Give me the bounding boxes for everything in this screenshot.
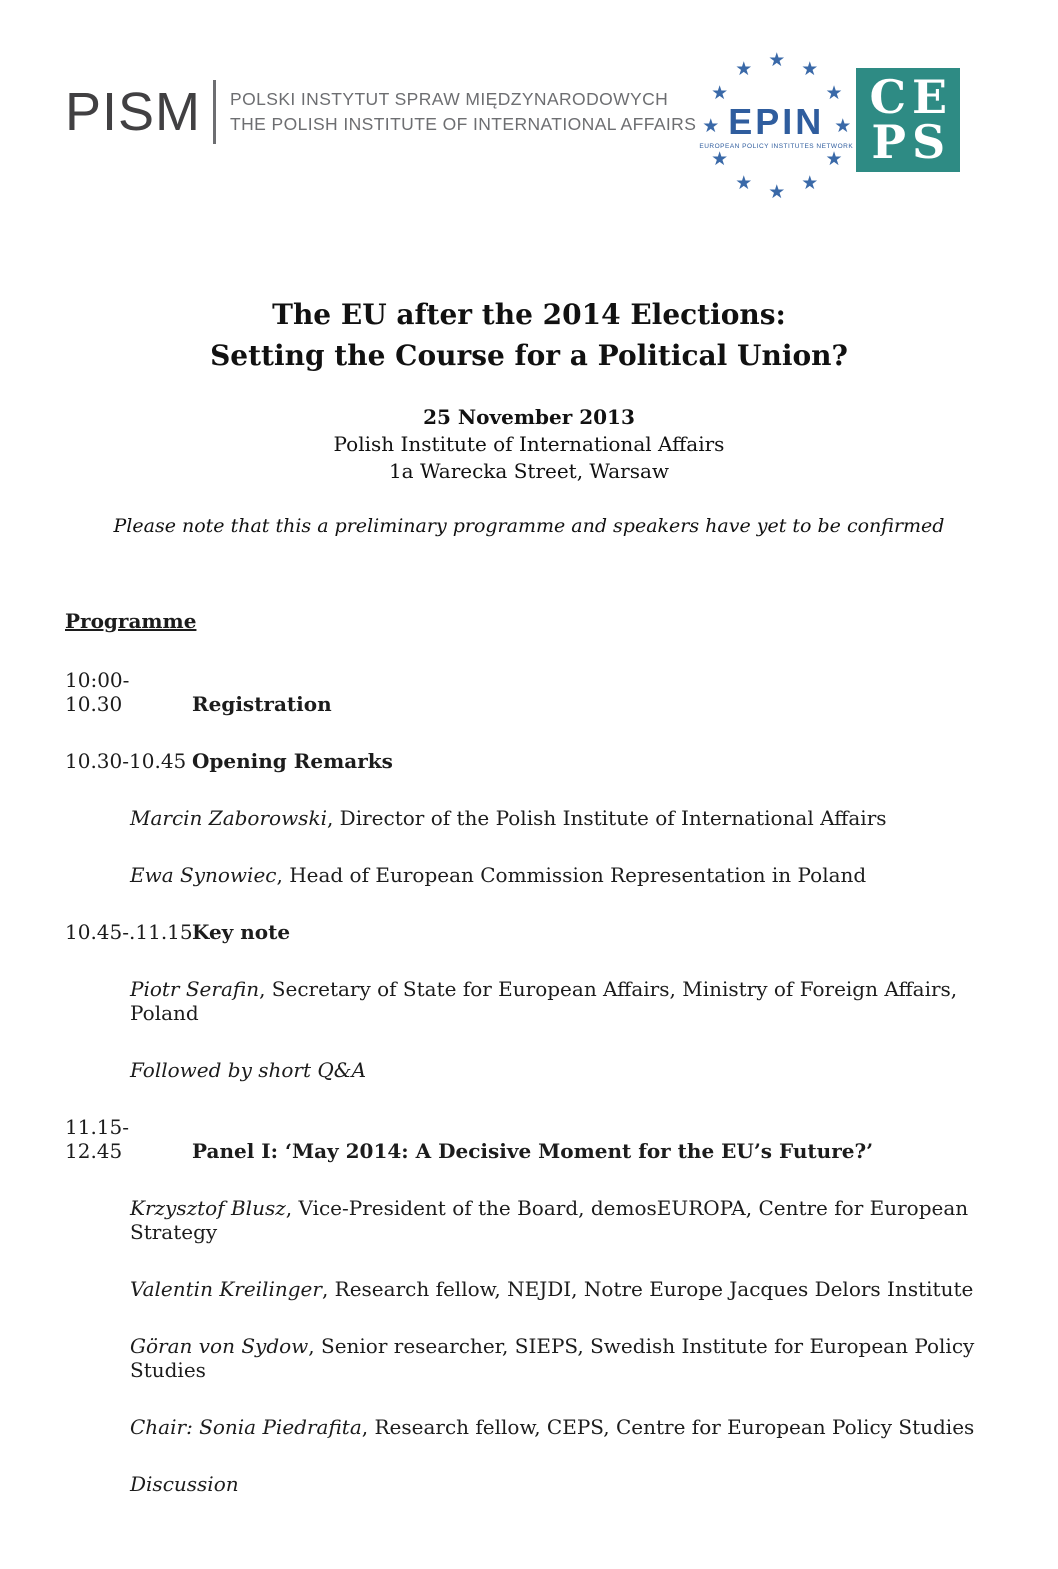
chair-line <box>130 1415 993 1439</box>
event-address: 1a Warecka Street, Warsaw <box>388 459 670 484</box>
title-line-2: Setting the Course for a Political Union? <box>210 338 848 372</box>
pism-name-text <box>230 87 696 138</box>
programme-section <box>65 609 993 1496</box>
ceps-line-2: PS <box>871 115 952 169</box>
event-date: 25 November 2013 <box>423 405 635 430</box>
ceps-line-1: CE <box>869 69 954 124</box>
session-title: Opening Remarks <box>192 749 393 774</box>
speaker-role: , Vice-President of the Board, demosEUROPA, Centre for European Strategy <box>130 1196 969 1245</box>
speaker-name: Piotr Serafin <box>130 977 260 1002</box>
discussion-note: Discussion <box>130 1472 239 1497</box>
session-time: 10:00- 10.30 <box>65 668 130 717</box>
epin-logo <box>696 50 856 210</box>
speaker-line <box>130 1196 993 1244</box>
speaker-role: , Director of the Polish Institute of International Affairs <box>326 806 887 831</box>
speaker-line <box>130 1277 993 1301</box>
speaker-line <box>130 977 993 1025</box>
session-head <box>65 668 993 716</box>
epin-center-text <box>696 101 856 150</box>
pism-name-polish: POLSKI INSTYTUT SPRAW MIĘDZYNARODOWYCH <box>230 88 669 109</box>
pism-acronym: PISM <box>65 82 202 142</box>
speaker-name: Göran von Sydow <box>130 1334 309 1359</box>
pism-logo <box>65 80 696 144</box>
speaker-line <box>130 1334 993 1382</box>
session-time: 11.15- 12.45 <box>65 1115 130 1164</box>
session-registration <box>65 668 993 716</box>
speaker-line <box>130 863 993 887</box>
ceps-logo <box>856 68 960 172</box>
qa-note: Followed by short Q&A <box>130 1058 367 1083</box>
speaker-line <box>130 806 993 830</box>
title-line-1: The EU after the 2014 Elections: <box>272 298 786 331</box>
session-title: Panel I: ‘May 2014: A Decisive Moment for the EU’s Future?’ <box>192 1139 874 1164</box>
speaker-name: Ewa Synowiec <box>130 863 277 888</box>
speaker-role: , Head of European Commission Representation in Poland <box>276 863 867 888</box>
event-venue: Polish Institute of International Affairs <box>333 432 725 457</box>
speaker-name: Marcin Zaborowski <box>130 806 327 831</box>
session-key-note <box>65 920 993 1082</box>
epin-subtitle: EUROPEAN POLICY INSTITUTES NETWORK <box>699 143 854 150</box>
speaker-name: Valentin Kreilinger <box>130 1277 322 1302</box>
page-title <box>65 295 993 376</box>
preliminary-note: Please note that this a preliminary programme and speakers have yet to be confirmed <box>113 515 945 538</box>
programme-heading: Programme <box>65 609 197 634</box>
session-panel-1 <box>65 1115 993 1496</box>
speaker-role: , Secretary of State for European Affairs, Ministry of Foreign Affairs, Poland <box>130 977 958 1026</box>
chair-name: Chair: Sonia Piedrafita <box>130 1415 362 1440</box>
speaker-name: Krzysztof Blusz <box>130 1196 286 1221</box>
session-head <box>65 1115 993 1163</box>
session-title: Key note <box>192 920 291 945</box>
epin-name: EPIN <box>728 101 825 142</box>
session-head <box>65 749 993 773</box>
session-head <box>65 920 993 944</box>
epin-stars-icon: ★ ★ ★ ★ ★ ★ ★ ★ ★ ★ ★ ★ <box>702 49 852 203</box>
session-time: 10.30-10.45 <box>65 749 187 774</box>
pism-name-english: THE POLISH INSTITUTE OF INTERNATIONAL AFFAIRS <box>230 114 697 134</box>
pism-divider <box>213 80 216 144</box>
speaker-role: , Research fellow, NEJDI, Notre Europe Jacques Delors Institute <box>321 1277 974 1302</box>
chair-role: , Research fellow, CEPS, Centre for European Policy Studies <box>361 1415 975 1440</box>
header <box>65 50 993 225</box>
event-details <box>65 404 993 485</box>
session-time: 10.45-.11.15 <box>65 920 193 945</box>
speaker-role: , Senior researcher, SIEPS, Swedish Institute for European Policy Studies <box>130 1334 975 1383</box>
session-opening-remarks <box>65 749 993 887</box>
session-title: Registration <box>192 692 332 717</box>
